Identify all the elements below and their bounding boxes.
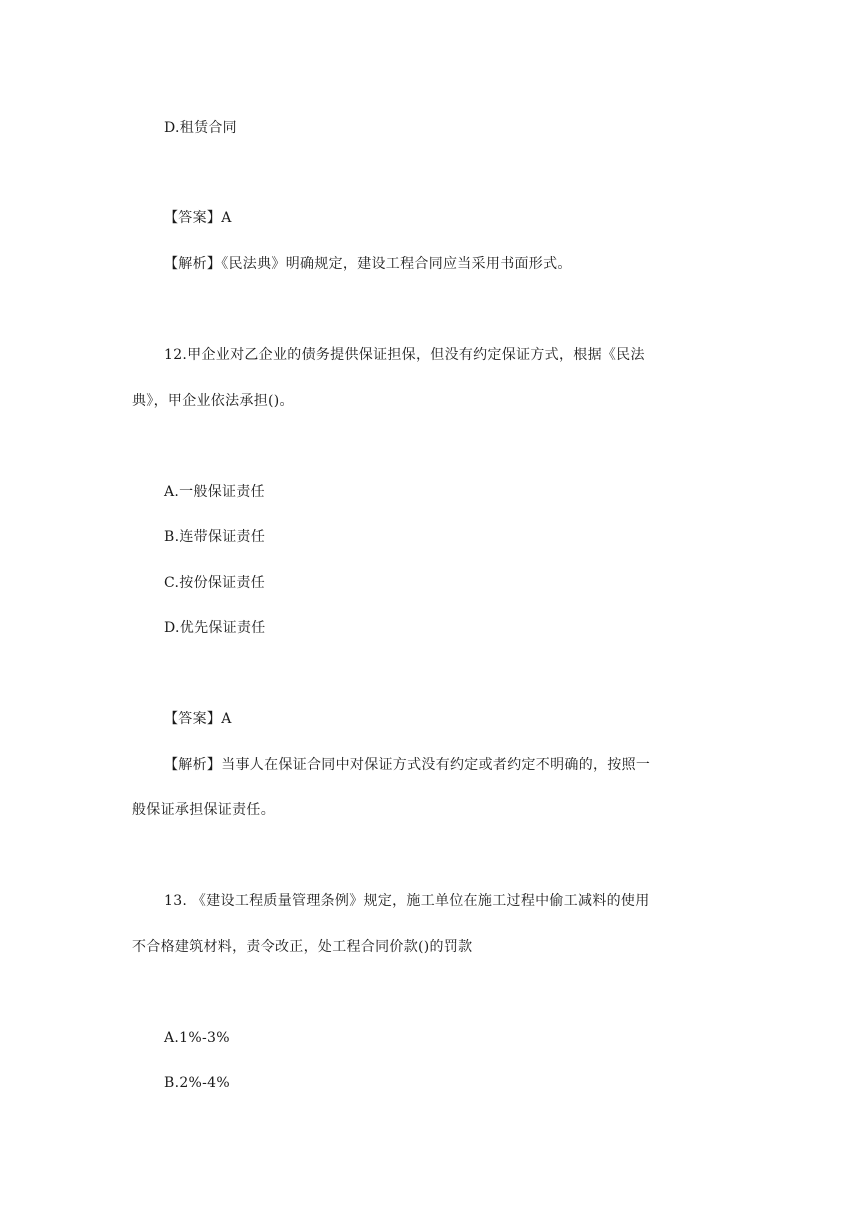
question-12-option-c: C.按份保证责任 <box>164 575 266 591</box>
question-12-option-d: D.优先保证责任 <box>164 620 266 636</box>
prev-question-answer: 【答案】A <box>164 210 232 226</box>
question-12-stem-line-1: 12.甲企业对乙企业的债务提供保证担保，但没有约定保证方式，根据《民法 <box>164 347 645 363</box>
prev-question-explanation: 【解析】《民法典》明确规定，建设工程合同应当采用书面形式。 <box>164 256 572 272</box>
question-13-option-b: B.2%-4% <box>164 1075 230 1091</box>
question-13-option-a: A.1%-3% <box>164 1030 230 1046</box>
question-12-option-a: A.一般保证责任 <box>164 484 265 500</box>
question-12-explanation-line-2: 般保证承担保证责任。 <box>132 802 275 818</box>
question-12-stem-line-2: 典》，甲企业依法承担()。 <box>132 393 294 409</box>
question-12-option-b: B.连带保证责任 <box>164 529 266 545</box>
question-12-explanation-line-1: 【解析】当事人在保证合同中对保证方式没有约定或者约定不明确的，按照一 <box>164 757 651 773</box>
prev-question-option-d: D.租赁合同 <box>164 120 237 136</box>
question-13-stem-line-2: 不合格建筑材料，责令改正，处工程合同价款()的罚款 <box>132 939 473 955</box>
question-13-stem-line-1: 13. 《建设工程质量管理条例》规定，施工单位在施工过程中偷工减料的使用 <box>164 893 650 909</box>
question-12-answer: 【答案】A <box>164 711 232 727</box>
